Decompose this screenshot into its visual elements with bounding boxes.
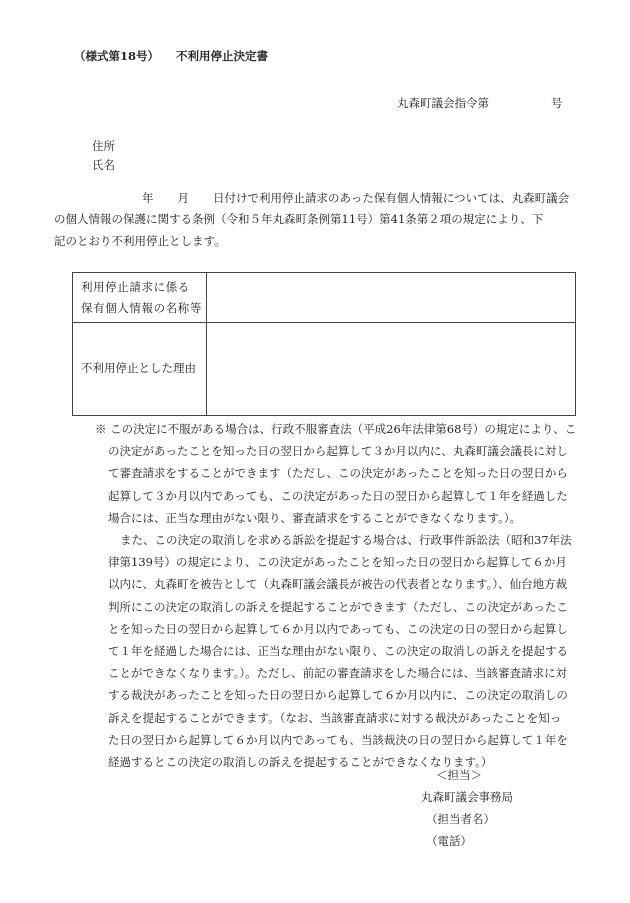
notice-line: て１年を経過した場合には、正当な理由がない限り、この決定の取消しの訴えを提起する [108,644,568,659]
contact-person-label: （担当者名） [426,812,495,826]
contact-header: ＜担当＞ [436,768,482,782]
intro-year-label: 年 [142,191,154,205]
name-label: 氏名 [92,158,115,172]
contact-phone-label: （電話） [426,834,472,848]
intro-line-2: の個人情報の保護に関する条例（令和５年丸森町条例第11号）第41条第２項の規定により、下 [54,212,544,227]
appeal-notice [95,418,585,773]
intro-month-label: 月 [177,191,189,205]
notice-line: 経過するとこの決定の取消しの訴えを提起することができなくなります。） [108,755,493,770]
notice-line: て審査請求をすることができます（ただし、この決定があったことを知った日の翌日から [108,466,568,481]
address-label: 住所 [92,139,115,153]
intro-line-3: 記のとおり不利用停止とします。 [54,233,226,248]
notice-line: 起算して３か月以内であっても、この決定があった日の翌日から起算して１年を経過した [108,488,568,503]
notice-line: ことができなくなります。）。ただし、前記の審査請求をした場合には、当該審査請求に対 [108,666,568,681]
notice-line: 判所にこの決定の取消しの訴えを提起することができます（ただし、この決定があったこ [108,599,568,614]
intro-paragraph [54,188,586,252]
document-number-prefix: 丸森町議会指令第 [397,96,489,110]
table-label-reason-text: 不利用停止とした理由 [81,361,196,375]
table-label-info-name-line-2: 保有個人情報の名称等 [81,301,202,315]
notice-line: 以内に、丸森町を被告として（丸森町議会議長が被告の代表者となります。）、仙台地方裁 [108,577,568,592]
notice-line: また、この決定の取消しを求める訴訟を提起する場合は、行政事件訴訟法（昭和37年法 [120,533,572,548]
table-row-info-name [73,273,575,323]
form-number-label: （様式第18号） [74,49,160,63]
table-label-info-name-line-1: 利用停止請求に係る [81,280,190,294]
document-number [397,94,563,112]
notice-line: の決定があったことを知った日の翌日から起算して３か月以内に、丸森町議会議長に対し [108,444,568,459]
document-number-suffix: 号 [551,96,563,110]
notice-line: た日の翌日から起算して６か月以内であっても、当該裁決の日の翌日から起算して１年を [108,732,568,747]
notice-line: 場合には、正当な理由がない限り、審査請求をすることができなくなります。）。 [108,510,522,525]
notice-line: ※ この決定に不服がある場合は、行政不服審査法（平成26年法律第68号）の規定により、こ [95,422,577,436]
notice-line: する裁決があったことを知った日の翌日から起算して６か月以内に、この決定の取消しの [108,688,568,703]
intro-line-1 [54,188,586,209]
contact-office: 丸森町議会事務局 [421,790,513,804]
document-title: 不利用停止決定書 [176,49,268,63]
intro-line-1-text: 日付けで利用停止請求のあった保有個人情報については、丸森町議会 [213,191,570,205]
notice-line: とを知った日の翌日から起算して６か月以内であっても、この決定の日の翌日から起算し [108,621,568,636]
table-row-reason [73,323,575,415]
decision-table [72,272,576,416]
notice-line: 訴えを提起することができます。（なお、当該審査請求に対する裁決があったことを知っ [108,710,562,725]
table-label-reason [73,323,207,415]
notice-line: 律第139号）の規定により、この決定があったことを知った日の翌日から起算して６か月 [108,555,567,570]
table-label-info-name [73,273,207,322]
